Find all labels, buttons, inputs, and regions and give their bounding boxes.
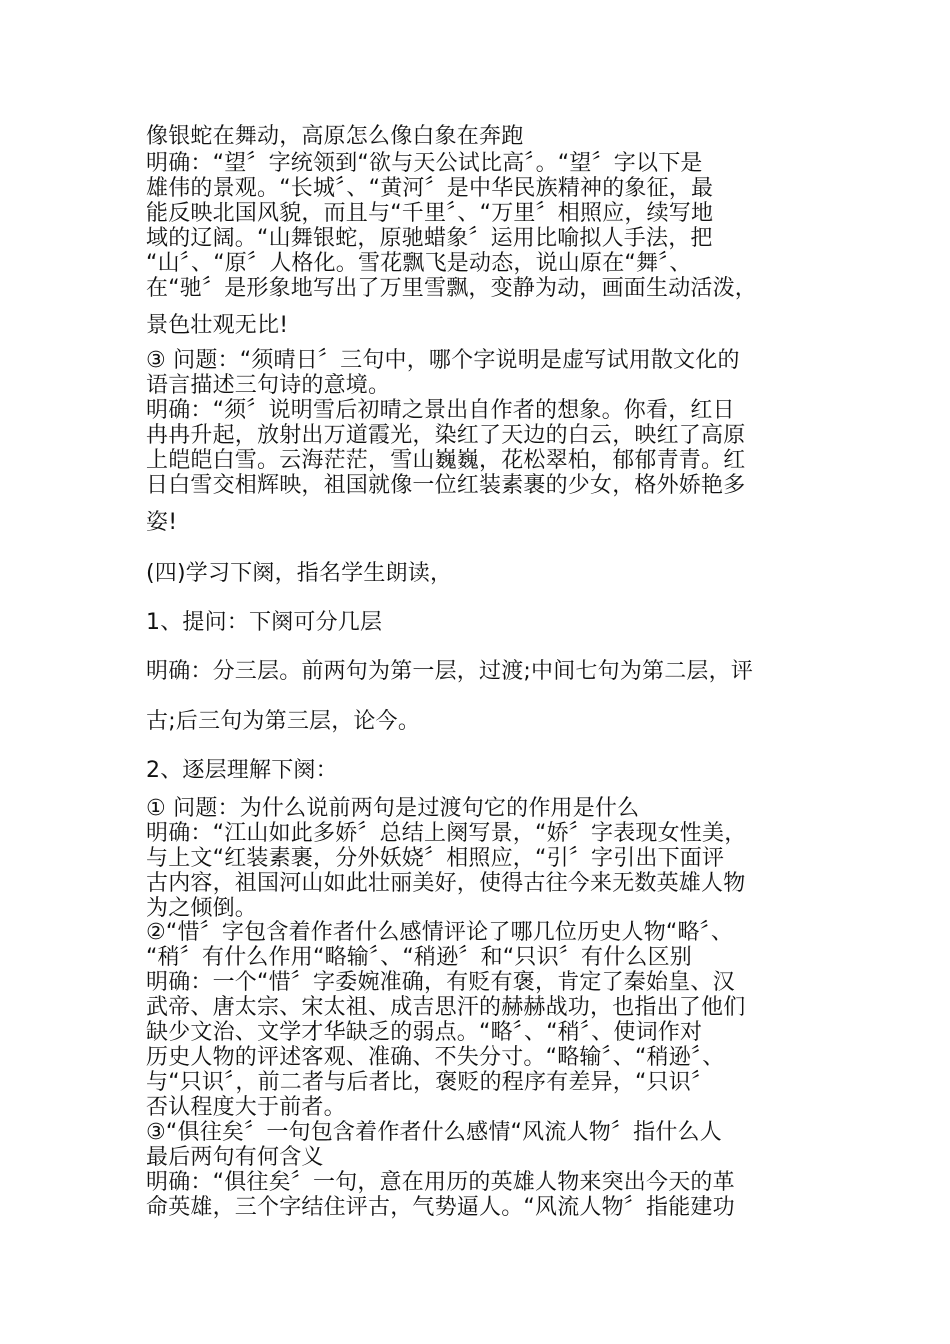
text-line: 明确：“须〞说明雪后初晴之景出自作者的想象。你看，红日	[146, 398, 735, 423]
text-line: 景色壮观无比!	[146, 313, 289, 338]
text-line: 古内容，祖国河山如此壮丽美好，使得古往今来无数英雄人物	[146, 871, 746, 896]
text-line: “稍〞有什么作用“略输〞、“稍逊〞和“只识〞有什么区别	[146, 945, 692, 970]
text-line: 命英雄，三个字结住评古，气势逼人。“风流人物〞指能建功	[146, 1195, 735, 1220]
text-line: 武帝、唐太宗、宋太祖、成吉思汗的赫赫战功，也指出了他们	[146, 995, 746, 1020]
text-line: 能反映北国风貌，而且与“千里〞、“万里〞相照应，续写地	[146, 201, 714, 226]
text-line: ②“惜〞字包含着作者什么感情评论了哪几位历史人物“略〞、	[146, 920, 734, 945]
text-line: ① 问题：为什么说前两句是过渡句它的作用是什么	[146, 796, 640, 821]
text-line: 历史人物的评述客观、准确、不失分寸。“略输〞、“稍逊〞、	[146, 1045, 725, 1070]
text-line: 像银蛇在舞动，高原怎么像白象在奔跑	[146, 124, 524, 149]
text-line: 明确：“俱往矣〞一句，意在用历的英雄人物来突出今天的革	[146, 1170, 735, 1195]
section-heading: (四)学习下阕，指名学生朗读，	[146, 561, 453, 586]
text-line: 上皑皑白雪。云海茫茫，雪山巍巍，花松翠柏，郁郁青青。红	[146, 448, 746, 473]
text-line: 最后两句有何含义	[146, 1145, 324, 1170]
text-line: ③“俱往矣〞一句包含着作者什么感情“风流人物〞指什么人	[146, 1120, 722, 1145]
text-line: 姿!	[146, 510, 178, 535]
text-line: “山〞、“原〞人格化。雪花飘飞是动态，说山原在“舞〞、	[146, 251, 692, 276]
text-line: 冉冉升起，放射出万道霞光，染红了天边的白云，映红了高原	[146, 423, 746, 448]
text-line: 否认程度大于前者。	[146, 1095, 346, 1120]
text-line: 明确：分三层。前两句为第一层，过渡;中间七句为第二层，评	[146, 659, 754, 684]
text-line: 古;后三句为第三层，论今。	[146, 709, 421, 734]
text-line: 明确：“望〞字统领到“欲与天公试比高〞。“望〞字以下是	[146, 151, 703, 176]
text-line: 与上文“红装素裹，分外妖娆〞相照应，“引〞字引出下面评	[146, 846, 725, 871]
text-line: 在“驰〞是形象地写出了万里雪飘，变静为动，画面生动活泼，	[146, 276, 757, 301]
text-line: 1、提问：下阕可分几层	[146, 610, 383, 635]
text-line: 日白雪交相辉映，祖国就像一位红装素裹的少女，格外娇艳多	[146, 473, 746, 498]
text-line: 与“只识〞，前二者与后者比，褒贬的程序有差异，“只识〞	[146, 1070, 714, 1095]
text-line: 缺少文治、文学才华缺乏的弱点。“略〞、“稍〞、使词作对	[146, 1020, 703, 1045]
text-line: 2、逐层理解下阕：	[146, 758, 338, 783]
text-line: 域的辽阔。“山舞银蛇，原驰蜡象〞运用比喻拟人手法，把	[146, 226, 713, 251]
text-line: ③ 问题：“须晴日〞三句中，哪个字说明是虚写试用散文化的	[146, 348, 740, 373]
text-line: 明确：“江山如此多娇〞总结上阕写景，“娇〞字表现女性美，	[146, 821, 747, 846]
text-line: 为之倾倒。	[146, 896, 258, 921]
text-line: 明确：一个“惜〞字委婉准确，有贬有褒，肯定了秦始皇、汉	[146, 970, 735, 995]
text-line: 雄伟的景观。“长城〞、“黄河〞是中华民族精神的象征，最	[146, 176, 714, 201]
text-line: 语言描述三句诗的意境。	[146, 373, 391, 398]
